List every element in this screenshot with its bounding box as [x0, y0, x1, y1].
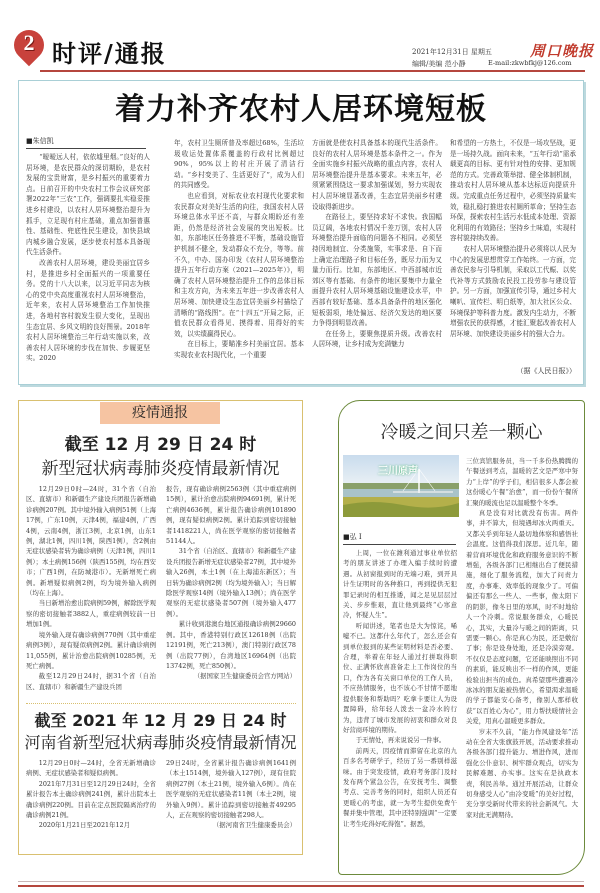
article-byline: ■朱信凯 [26, 136, 146, 149]
national-report-headline-line1: 截至 12 月 29 日 24 时 [64, 435, 257, 455]
paragraph: 也应看到，对标农业农村现代化要求和农民群众对美好生活的向往，我国农村人居环境总体水平还不高，与群众期盼还有差距，仍然是经济社会发展的突出短板。比如，东部地区任务推进不平衡，基础设施管护机制不健全，发动群众不充分，等等。前不久，中办、国办印发《农村人居环境整治提升五年行动方案（2021—2025年）》，明确了农村人居环境整治提升工作的总体目标和主攻方向，为未来五年进一步改善农村人居环境、加快建设生态宜居美丽乡村描绘了清晰的“路线图”。在“十四五”开局之际，正值农民群众看得见、摸得着、用得好的实效，以实绩赢得民心。 [174, 191, 304, 338]
paragraph: 2021年7月31日至12月29日24时，全省累计报告本土确诊病例241例，累计出院本土确诊病例220例。目前在定点医院隔离治疗的确诊病例21例。 [26, 779, 156, 820]
paragraph: 方面就是使农村具备基本的现代生活条件。良好的农村人居环境是基本条件之一。作为全面实施乡村振兴战略的重点内容，农村人居环境整治提升是基本要求。未来五年，必须紧紧围绕这一要求加强谋划，努力实现农村人居环境显著改善，生态宜居美丽乡村建设取得新进步。 [312, 139, 442, 211]
article-column-2 [174, 138, 304, 380]
paragraph: 在目标上，要瞄准乡村美丽宜居。基本实现农业农村现代化，一个重要 [174, 340, 304, 359]
header-divider [40, 70, 585, 72]
commentary-headline: 冷暖之间只差一颗心 [380, 422, 543, 443]
paragraph: 前两天，因疫情而滞留在北京的九百多名考研学子，经历了另一番别样滋味。由于突发疫情，政府考务部门及时发布两个紧急公告，在安抚考生、调整考点、完善考务的同时，组织人员还有更暖心的考虑，就一为考生提供免费午餐并集中管理，其中还特别强调“一定要让考生吃得好吃得饱”。据悉， [343, 746, 457, 828]
paragraph: 真是没有对比就没有伤害。两件事，并不算大，但境遇却冰火两重天。又都关乎到年轻人最切地体察和感悟社会温度。这值得我们深思。近几年，随着营商环境优化和政府服务意识的不断增强，各级各部门已相继出台了便民措施，细化了服务流程，加大了问责力度，办事难、效率低的现象少了。可偏偏还有那么一些人、一些事，像太阳下的阴影，像冬日里的寒风，时不时地给人一个冷刺。常说服务群众，心暖民心，其实，大量冷与暖之间的距离，只需要一颗心。你是真心为民，还是敷衍了事；你是设身处地，还是冷漠旁观。不仅仅是态度问题，它还能映照出不同的素质，能反映出不一样的作风，更能检验出担当的成色。真希望那些遭遇冷冰冰的朋友能被热情心，希望渴求温暖的学子都能安心备考，像别人那样收获“以百姓心为心”，用力帮扶暖情社会关爱，用真心温暖更多群众。 [466, 509, 578, 726]
national-report-column-2 [166, 484, 296, 700]
report-source: （据河南省卫生健康委员会） [212, 821, 296, 830]
article-headline: 着力补齐农村人居环境短板 [115, 92, 487, 127]
paragraph: 在路径上，要坚持求好不求快。我国幅员辽阔，各地农村情况千差万别，农村人居环境整治提升面临的问题各不相同。必须坚持因地制宜、分类施策，实事求是、自下而上确定治理路子和目标任务，既尽力而为又量力而行。比如，东部地区、中西部城市近郊区等有基础、有条件的地区要集中力量全面提升农村人居环境基础设施建设水平，中西部有较好基础、基本具备条件的地区强化短板弱项，地处偏远、经济欠发达的地区要力争得到明显改善。 [312, 213, 442, 328]
section-title: 时评/通报 [52, 39, 167, 68]
henan-report-headline-line2: 河南省新型冠状病毒肺炎疫情最新情况 [24, 733, 297, 752]
paragraph: 当日新增治愈出院病例59例，解除医学观察的密切接触者3882人，重症病例较前一日增加1例。 [26, 599, 156, 629]
paragraph: 29日24时，全省累计报告确诊病例1641例（本土1514例，境外输入127例），现有住院病例27例（本土21例，境外输入6例）。尚在医学观察的无症状感染者11例（本土2例，境外输入9例）。累计追踪到密切接触者49295人，正在观察的密切接触者298人。 [166, 759, 296, 820]
page-number: 2 [23, 30, 35, 55]
contact-email: E-mail:zkwbfkj@126.com [488, 59, 572, 67]
paragraph: 农村人居环境整治提升必须将以人民为中心的发展思想贯穿工作始终。一方面，完善农民参与引导机制，采取以工代赈、以奖代补等方式鼓励农民投工投劳参与建设管护。另一方面，加强宣传引导，通过乡村大喇叭、宣传栏、明白纸等，加大社区公众、环境保护等科普力度。激发内生动力，不断增强农民的获得感，才能汇聚起改善农村人居环境、加快建设美丽乡村的强大合力。 [450, 244, 576, 338]
national-report-column-1 [26, 484, 156, 700]
henan-report-headline-line1: 截至 2021 年 12 月 29 日 24 时 [34, 711, 287, 730]
paragraph: 上周，一位在潍利通过事业单位招考的朋友讲述了办理入编手续时的遭遇。从初窗报到时的无端刁难，到开具计生证明时的各种推口，再到提供无犯罪记录时的相互推诿，闻之足见层层过关、步步惟艰，直让他到最终“心寒意冷，怀疑人生”。 [343, 549, 457, 620]
paragraph: 于无情处，再来说说另一件事。 [355, 736, 446, 745]
newspaper-logo: 周口晚报 [530, 42, 595, 60]
article-column-1 [26, 152, 150, 380]
paragraph: 和希望的一方热土，不仅是一场攻坚战，更是一场持久战。面向未来，“五年行动”需承载更高的目标、更有针对性的安排、更加规范的方式。完善政策举措、健全体制机制，推动农村人居环境从基本达标迈向提质升级。完成重点任务过程中，必须坚持质量实效，稳扎稳打推进农村厕所革命；坚持生态环保，探索农村生活污水低成本处理、资源化利用的有效路径；坚持乡土味道，实现村容村貌持续改善。 [450, 139, 576, 243]
paragraph: “暧暧远人村，依依墟里烟。”良好的人居环境，是农民群众的深切期盼，是农村发展的宝贵财富，是乡村振兴的重要着力点。日前召开的中央农村工作会议研究部署2022年“三农”工作，强调要扎实稳妥推进乡村建设，以农村人居环境整治提升为抓手，立足现有村庄基础，重点加强普惠性、基础性、兜底性民生建设，加快县域内城乡融合发展，逐步使农村基本具备现代生活条件。 [26, 153, 150, 257]
article-column-4 [450, 138, 576, 366]
article-source: （据《人民日报》） [516, 367, 576, 375]
paragraph: 累计收到港澳台地区通报确诊病例29660例。其中，香港特别行政区12618例（出院12191例，死亡213例），澳门特别行政区78例（出院77例），台湾地区16964例（出院13742例，死亡850例）。 [166, 620, 296, 670]
commentary-column-1 [343, 548, 457, 866]
paragraph: 2020年1月21日至2021年12月 [38, 821, 130, 830]
footer-divider [18, 885, 584, 887]
photo-caption: 三川原声 [378, 466, 418, 477]
editor-credit: 编辑/美编 范小静 [412, 60, 466, 68]
commentary-column-2 [466, 456, 578, 866]
paragraph: 听闻讲述，笔者也是大为惊诧，唏嘘不已。这都什么年代了，怎么还会有到单位报到的某些证明材料是否必要、合理，举着在年轻人通过打拼取得职位、正满怀欣喜准备走上工作岗位的当口，作为各有关窗口单位的工作人员，不应热情服务，也不该心不甘情不愿地提供服务和帮助吗？吃拿卡要让人为设置障碍，给年轻人泼去一盆冷水的行为，违背了城市发展的初衷和群众对良好营商环境的期待。 [343, 621, 457, 734]
henan-report-column-1 [26, 758, 156, 850]
paragraph: 境外输入现有确诊病例770例（其中重症病例3例），现有疑似病例2例。累计确诊病例11,055例，累计治愈出院病例10285例，无死亡病例。 [26, 630, 156, 670]
commentary-byline: ■弘 Ⅰ [343, 532, 456, 545]
dotted-divider [26, 703, 296, 704]
paragraph: 三位宾馆服务员，当一千多份热腾腾的午餐送到考点，温暖的艺文是严寒中努力“上岸”的学子们，相信很多人都会被这份暖心午餐“治愈”，而一份份午餐所汇聚的暖流也足以温暖整个冬季。 [466, 457, 578, 507]
article-column-3 [312, 138, 442, 380]
paragraph: 报告，现有确诊病例2563例（其中重症病例15例），累计治愈出院病例94691例，累计死亡病例4636例，累计报告确诊病例101890例，现有疑似病例2例。累计追踪到密切接触者1418221人，尚在医学观察的密切接触者51144人。 [166, 485, 296, 546]
paragraph: 改善农村人居环境，建设美丽宜居乡村，是推进乡村全面振兴的一项重要任务。党的十八大以来，以习近平同志为核心的党中央高度重视农村人居环境整治，近年来，农村人居环境整治工作加快推进，各地村容村貌发生很大变化，呈现出生态宜居、乡风文明的良好图景。2018年农村人居环境整治三年行动实施以来，改善农村人居环境的步伐在加快、步履更坚实。2020 [26, 258, 150, 363]
paragraph: 在任务上，要聚焦提质升级。改善农村人居环境，让乡村成为充满魅力 [312, 329, 442, 349]
section-tag: 疫情通报 [100, 402, 220, 424]
national-report-headline-line2: 新型冠状病毒肺炎疫情最新情况 [41, 459, 280, 479]
henan-report-column-2 [166, 758, 296, 850]
paragraph: 31个省（自治区、直辖市）和新疆生产建设兵团报告新增无症状感染者27例，其中境外输入26例，本土1例（在上海浦东新区）；当日转为确诊病例2例（均为境外输入）；当日解除医学观察14例（境外输入13例）；尚在医学观察的无症状感染者507例（境外输入477例）。 [166, 547, 296, 618]
paragraph: 年，农村卫生厕所普及率超过68%，生活垃圾收运处置体系覆盖的行政村比例超过90%，95%以上的村庄开展了清洁行动。“乡村变美了、生活更好了”，成为人们的共同感受。 [174, 139, 304, 190]
report-source: （据国家卫生健康委员会官方网站） [193, 672, 296, 681]
paragraph: 12月29日0时—24时，31个省（自治区、直辖市）和新疆生产建设兵团报告新增确诊病例207例。其中境外输入病例51例（上海17例，广东10例，天津4例，福建4例，广西4例，云南4例，浙江3例，北京1例，山东1例，湖北1例，四川1例，陕西1例），含2例由无症状感染者转为确诊病例（天津1例，四川1例）；本土病例156例（陕西155例，均在西安市；广西1例，在防城港市）。无新增死亡病例。新增疑似病例2例，均为境外输入病例（均在上海）。 [26, 485, 156, 598]
paragraph: 12月29日0时—24时，全省无新增确诊病例、无症状感染者和疑似病例。 [26, 759, 156, 778]
paragraph: 截至12月29日24时，据31个省（自治区、直辖市）和新疆生产建设兵团 [26, 672, 156, 691]
paragraph: 岁末不久前，“能力作风建设年”活动在全省大张旗鼓开展，活动要求推动各级各部门提升能力、增进作风，进而强化公仆意识、树牢群众观点，切实为民解难题、办实事。这实在是执政本责，利民善举。通过开展活动，让群众切身感受人心“由冷变暖”的美好过程，充分享受新时代带来的社会新风气。大家对此无满期待。 [466, 727, 578, 819]
issue-date: 2021年12月31日 星期五 [412, 48, 492, 56]
footer-divider-thin [18, 881, 584, 882]
